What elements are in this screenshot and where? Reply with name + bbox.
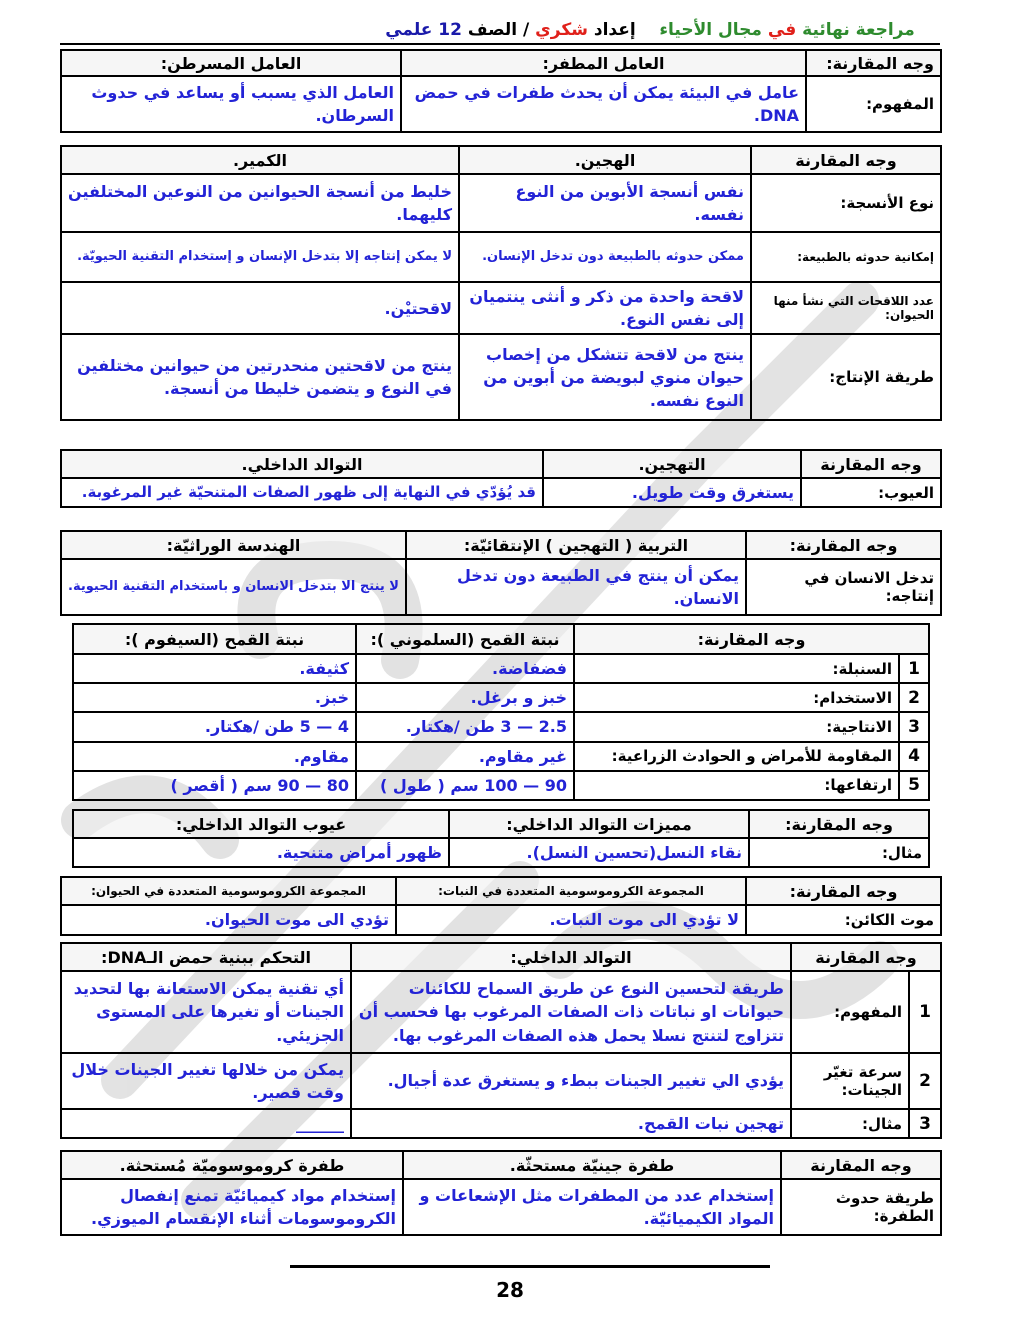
row-number: 1 [899, 654, 929, 683]
row-label: ارتفاعها: [574, 771, 899, 800]
table-header: العامل المسرطن: [61, 50, 401, 76]
cell-value: يمكن من خلالها تغيير الجينات خلال وقت قصير. [61, 1053, 351, 1109]
table-header: نبتة القمح (السلموني ): [356, 624, 574, 654]
cell-value: قد يُؤدّي في النهاية إلى ظهور الصفات المتنحيّة غير المرغوبة. [61, 478, 543, 507]
cell-value: 4 — 5 طن /هكتار. [73, 712, 356, 741]
row-label: الانتاجية: [574, 712, 899, 741]
cell-value: ينتج من لاقحتين منحدرتين من حيوانين مختلفين في النوع و يتضمن خليطا من أنسجة. [61, 334, 459, 420]
row-label: تدخل الانسان في إنتاجه: [746, 559, 941, 615]
table-header: وجه المقارنة: [749, 810, 929, 838]
table-hybrid-chimera [60, 145, 942, 421]
row-label: مثال: [749, 838, 929, 867]
cell-value: لا ينتج الا بتدخل الانسان و باستخدام التقنية الحيوية. [61, 559, 406, 615]
table-mutagen-carcinogen [60, 49, 942, 133]
row-label: المفهوم: [791, 971, 909, 1053]
row-label: الاستخدام: [574, 683, 899, 712]
page-number: 28 [496, 1278, 524, 1302]
page-header [300, 20, 1000, 40]
cell-value: لا تؤدي الى موت النبات. [396, 905, 746, 935]
table-header: عيوب التوالد الداخلي: [73, 810, 449, 838]
row-label: نوع الأنسجة: [751, 174, 941, 232]
row-label: طريقة حدوث الطفرة: [781, 1179, 941, 1235]
cell-value: نقاء النسل(تحسين النسل). [449, 838, 749, 867]
table-header: طفرة جينيّة مستحثّة. [403, 1151, 781, 1179]
table-header: وجه المقارنة [781, 1151, 941, 1179]
table-polyploidy [60, 876, 942, 936]
cell-value: خبز و برغل. [356, 683, 574, 712]
table-header: العامل المطفر: [401, 50, 806, 76]
table-header: وجه المقارنة: [746, 531, 941, 559]
header-divider [60, 43, 940, 45]
cell-value: أي تقنية يمكن الاستعانة بها لتحديد الجينات أو تغيرها على المستوى الجزيئي. [61, 971, 351, 1053]
row-label: إمكانية حدوثه بالطبيعة: [751, 232, 941, 282]
row-number: 2 [909, 1053, 941, 1109]
header-field: مجال الأحياء [659, 20, 762, 40]
table-header: المجموعة الكروموسومية المتعددة في النبات: [396, 877, 746, 905]
table-header: طفرة كروموسوميّة مُستحثة. [61, 1151, 403, 1179]
cell-value: خبز. [73, 683, 356, 712]
row-number: 5 [899, 771, 929, 800]
cell-value: ظهور أمراض متنحية. [73, 838, 449, 867]
cell-value: لا يمكن إنتاجه إلا بتدخل الإنسان و إستخدام التقنية الحيويّة. [61, 232, 459, 282]
cell-value: العامل الذي يسبب أو يساعد في حدوث السرطان. [61, 76, 401, 132]
row-number: 2 [899, 683, 929, 712]
table-hybridization-inbreeding [60, 449, 942, 508]
header-in: في [767, 20, 797, 40]
table-header: المجموعة الكروموسومية المتعددة في الحيوان: [61, 877, 396, 905]
header-grade: 12 علمي [385, 20, 462, 40]
row-label: طريقة الإنتاج: [751, 334, 941, 420]
cell-value: خليط من أنسجة الحيوانين من النوعين المختلفين كليهما. [61, 174, 459, 232]
table-wheat-varieties [72, 623, 930, 801]
cell-value: ______ [61, 1109, 351, 1138]
cell-value: يستغرق وقت طويل. [543, 478, 801, 507]
row-label: عدد اللاقحات التي نشأ منها الحيوان: [751, 282, 941, 334]
row-label: العيوب: [801, 478, 941, 507]
row-label: سرعة تغيّر الجينات: [791, 1053, 909, 1109]
cell-value: إستخدام مواد كيميائيّة تمنع إنفصال الكروموسومات أثناء الإنقسام الميوزي. [61, 1179, 403, 1235]
cell-value: كثيفة. [73, 654, 356, 683]
table-header: التوالد الداخلي: [351, 943, 791, 971]
table-header: التهجين. [543, 450, 801, 478]
header-author: شكري [535, 20, 588, 40]
row-label: مثال: [791, 1109, 909, 1138]
row-number: 4 [899, 742, 929, 771]
table-header: وجه المقارنة: [806, 50, 941, 76]
cell-value: غير مقاوم. [356, 742, 574, 771]
row-number: 3 [909, 1109, 941, 1138]
cell-value: يؤدي الي تغيير الجينات ببطء و يستغرق عدة أجيال. [351, 1053, 791, 1109]
cell-value: نفس أنسجة الأبوين من النوع نفسه. [459, 174, 751, 232]
table-header: التوالد الداخلي. [61, 450, 543, 478]
footer-divider [290, 1265, 770, 1268]
row-label: موت الكائن: [746, 905, 941, 935]
cell-value: إستخدام عدد من المطفرات مثل الإشعاعات و المواد الكيميائيّة. [403, 1179, 781, 1235]
table-header: وجه المقارنة [751, 146, 941, 174]
table-header: مميزات التوالد الداخلي: [449, 810, 749, 838]
row-number: 1 [909, 971, 941, 1053]
cell-value: طريقة لتحسين النوع عن طريق السماح للكائنات حيوانات او نباتات ذات الصفات المرغوب بها فحسب أن تتزاوج لتنتج نسلا يحمل هذه الصفات المرغوب بها. [351, 971, 791, 1053]
cell-value: ينتج من لاقحة تتشكل من إخصاب حيوان منوي لبويضة من أبوين من النوع نفسه. [459, 334, 751, 420]
cell-value: 80 — 90 سم ( أقصر ) [73, 771, 356, 800]
row-number: 3 [899, 712, 929, 741]
table-header: وجه المقارنة: [574, 624, 929, 654]
cell-value: 2.5 — 3 طن /هكتار. [356, 712, 574, 741]
table-inbreeding-dna-control [60, 942, 942, 1139]
table-header: وجه المقارنة [801, 450, 941, 478]
header-sep: / [523, 20, 530, 40]
cell-value: لاقحة واحدة من ذكر و أنثى ينتميان إلى نفس النوع. [459, 282, 751, 334]
table-header: التحكم ببنية حمض الـDNA: [61, 943, 351, 971]
row-label: المفهوم: [806, 76, 941, 132]
cell-value: 90 — 100 سم ( طول ) [356, 771, 574, 800]
cell-value: ممكن حدوثه بالطبيعة دون تدخل الإنسان. [459, 232, 751, 282]
table-selective-breeding-genetic-engineering [60, 530, 942, 616]
cell-value: تؤدي الى موت الحيوان. [61, 905, 396, 935]
table-header: وجه المقارنة [791, 943, 941, 971]
cell-value: تهجين نبات القمح. [351, 1109, 791, 1138]
cell-value: عامل في البيئة يمكن أن يحدث طفرات في حمض DNA. [401, 76, 806, 132]
table-header: الهجين. [459, 146, 751, 174]
table-header: الكمير. [61, 146, 459, 174]
table-induced-mutations [60, 1150, 942, 1236]
table-header: وجه المقارنة: [746, 877, 941, 905]
cell-value: مقاوم. [73, 742, 356, 771]
row-label: السنبلة: [574, 654, 899, 683]
header-prepared-by: إعداد [593, 20, 636, 40]
row-label: المقاومة للأمراض و الحوادث الزراعية: [574, 742, 899, 771]
table-header: التربية ( التهجين ) الإنتقائيّة: [406, 531, 746, 559]
cell-value: فضفاضة. [356, 654, 574, 683]
cell-value: يمكن أن ينتج في الطبيعة دون تدخل الانسان. [406, 559, 746, 615]
cell-value: لاقحتيْن. [61, 282, 459, 334]
table-header: الهندسة الوراثيّة: [61, 531, 406, 559]
header-review: مراجعة نهائية [802, 20, 915, 40]
table-header: نبتة القمح (السيفوم ): [73, 624, 356, 654]
header-grade-label: الصف [467, 20, 518, 40]
table-inbreeding-pros-cons [72, 809, 930, 868]
